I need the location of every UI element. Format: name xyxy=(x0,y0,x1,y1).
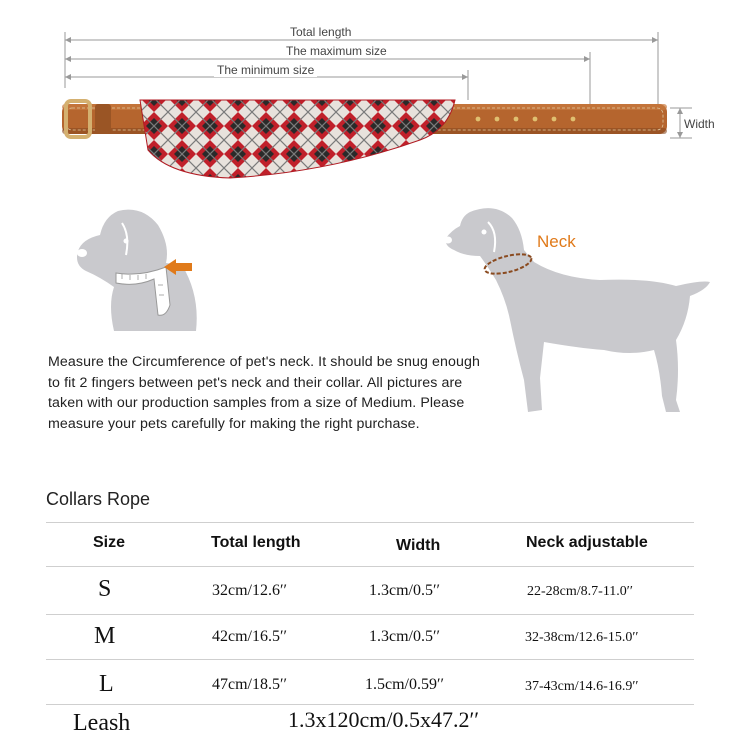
table-row-neck: 37-43cm/14.6-16.9′′ xyxy=(525,679,639,694)
header-width: Width xyxy=(396,537,441,554)
leash-label: Leash xyxy=(73,710,131,736)
table-divider xyxy=(46,704,694,705)
header-neck-adjustable: Neck adjustable xyxy=(526,534,648,551)
minimum-size-label: The minimum size xyxy=(214,63,317,77)
table-divider xyxy=(46,566,694,567)
table-divider xyxy=(46,659,694,660)
table-row-neck: 32-38cm/12.6-15.0′′ xyxy=(525,630,639,645)
maximum-size-label: The maximum size xyxy=(283,44,390,58)
table-divider xyxy=(46,614,694,615)
header-total-length: Total length xyxy=(211,534,301,551)
total-length-label: Total length xyxy=(287,25,354,39)
width-label: Width xyxy=(681,117,718,131)
table-title: Collars Rope xyxy=(46,489,151,509)
table-row-size: S xyxy=(98,576,112,602)
table-row-size: L xyxy=(99,671,114,697)
table-divider xyxy=(46,522,694,523)
table-row-total-length: 42cm/16.5′′ xyxy=(212,628,287,645)
table-row-total-length: 47cm/18.5′′ xyxy=(212,676,287,693)
bandana xyxy=(140,100,455,178)
table-row-total-length: 32cm/12.6′′ xyxy=(212,582,287,599)
header-size: Size xyxy=(93,534,126,551)
measurement-instructions: Measure the Circumference of pet's neck. It should be snug enough to fit 2 fingers between pet's neck and their collar. All pictures are taken with our production samples from a size of Medium. Please measure your pets carefully for making the right purchase. xyxy=(48,354,480,432)
table-row-size: M xyxy=(94,623,116,649)
table-row-neck: 22-28cm/8.7-11.0′′ xyxy=(527,584,633,599)
neck-label: Neck xyxy=(537,232,576,251)
collar-diagram xyxy=(0,0,750,200)
table-row-width: 1.3cm/0.5′′ xyxy=(369,582,440,599)
table-row-width: 1.5cm/0.59′′ xyxy=(365,676,444,693)
dog-head-measure-illustration xyxy=(70,205,220,345)
leash-value: 1.3x120cm/0.5x47.2′′ xyxy=(288,707,480,732)
table-row-width: 1.3cm/0.5′′ xyxy=(369,628,440,645)
